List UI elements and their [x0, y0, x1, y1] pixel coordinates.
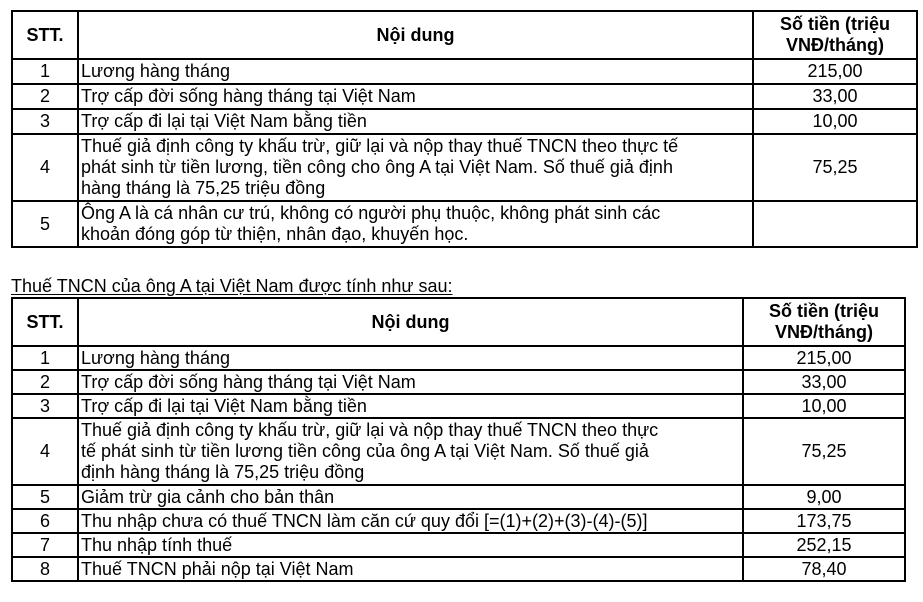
row-number: 2 — [12, 84, 78, 109]
row-amount: 215,00 — [743, 346, 905, 370]
row-amount: 173,75 — [743, 509, 905, 533]
row-number: 5 — [12, 201, 78, 247]
row-content: Lương hàng tháng — [78, 59, 753, 84]
row-amount: 215,00 — [753, 59, 917, 84]
amount-header-line1: Số tiền (triệu — [768, 301, 879, 321]
table-row — [12, 346, 905, 370]
row-amount: 252,15 — [743, 533, 905, 557]
table-row — [12, 84, 917, 109]
row-content: Trợ cấp đời sống hàng tháng tại Việt Nam — [78, 370, 743, 394]
table-row — [12, 394, 905, 418]
row-content: Giảm trừ gia cảnh cho bản thân — [78, 485, 743, 509]
row-amount: 10,00 — [743, 394, 905, 418]
row-content-line: Ông A là cá nhân cư trú, không có người phụ thuộc, không phát sinh các — [81, 203, 661, 223]
amount-header-line2: VNĐ/tháng) — [786, 35, 884, 55]
amount-header-line2: VNĐ/tháng) — [775, 322, 873, 342]
row-content-line: khoản đóng góp từ thiện, nhân đạo, khuyến học. — [81, 224, 469, 244]
row-amount: 9,00 — [743, 485, 905, 509]
amount-header-line1: Số tiền (triệu — [779, 14, 890, 34]
row-number: 1 — [12, 346, 78, 370]
tax-calculation-table — [11, 297, 906, 582]
column-header-content: Nội dung — [78, 11, 753, 59]
table-row — [12, 134, 917, 201]
row-amount: 10,00 — [753, 109, 917, 134]
column-header-stt: STT. — [12, 298, 78, 346]
tax-calculation-caption: Thuế TNCN của ông A tại Việt Nam được tính như sau: — [11, 276, 453, 296]
row-number: 2 — [12, 370, 78, 394]
row-content: Lương hàng tháng — [78, 346, 743, 370]
column-header-amount — [753, 11, 917, 59]
row-number: 8 — [12, 557, 78, 581]
row-content — [78, 418, 743, 485]
column-header-amount — [743, 298, 905, 346]
row-amount: 33,00 — [743, 370, 905, 394]
row-number: 4 — [12, 418, 78, 485]
row-content: Thuế TNCN phải nộp tại Việt Nam — [78, 557, 743, 581]
row-content-line: tế phát sinh từ tiền lương tiền công của ông A tại Việt Nam. Số thuế giả — [81, 441, 649, 461]
table-header-row — [12, 298, 905, 346]
assumptions-table — [11, 10, 918, 248]
row-number: 6 — [12, 509, 78, 533]
row-content-line: phát sinh từ tiền lương, tiền công cho ông A tại Việt Nam. Số thuế giả định — [81, 157, 673, 177]
table-row — [12, 485, 905, 509]
row-content: Trợ cấp đi lại tại Việt Nam bằng tiền — [78, 109, 753, 134]
row-content: Thu nhập chưa có thuế TNCN làm căn cứ quy đổi [=(1)+(2)+(3)-(4)-(5)] — [78, 509, 743, 533]
table-row — [12, 59, 917, 84]
column-header-content: Nội dung — [78, 298, 743, 346]
row-content-line: hàng tháng là 75,25 triệu đồng — [81, 178, 326, 198]
table-row — [12, 109, 917, 134]
table-row — [12, 533, 905, 557]
table-row — [12, 557, 905, 581]
row-content-line: Thuế giả định công ty khấu trừ, giữ lại và nộp thay thuế TNCN theo thực tế — [81, 136, 679, 156]
row-number: 7 — [12, 533, 78, 557]
row-content: Thu nhập tính thuế — [78, 533, 743, 557]
row-content — [78, 201, 753, 247]
table-row — [12, 418, 905, 485]
table-header-row — [12, 11, 917, 59]
row-content: Trợ cấp đi lại tại Việt Nam bằng tiền — [78, 394, 743, 418]
row-amount: 75,25 — [753, 134, 917, 201]
row-number: 3 — [12, 394, 78, 418]
row-amount — [753, 201, 917, 247]
row-amount: 75,25 — [743, 418, 905, 485]
row-amount: 33,00 — [753, 84, 917, 109]
row-content: Trợ cấp đời sống hàng tháng tại Việt Nam — [78, 84, 753, 109]
row-number: 4 — [12, 134, 78, 201]
row-content — [78, 134, 753, 201]
row-number: 1 — [12, 59, 78, 84]
row-content-line: định hàng tháng là 75,25 triệu đồng — [81, 462, 365, 482]
row-amount: 78,40 — [743, 557, 905, 581]
table-row — [12, 201, 917, 247]
row-number: 3 — [12, 109, 78, 134]
column-header-stt: STT. — [12, 11, 78, 59]
table-row — [12, 509, 905, 533]
row-number: 5 — [12, 485, 78, 509]
table-row — [12, 370, 905, 394]
row-content-line: Thuế giả định công ty khấu trừ, giữ lại và nộp thay thuế TNCN theo thực — [81, 420, 659, 440]
